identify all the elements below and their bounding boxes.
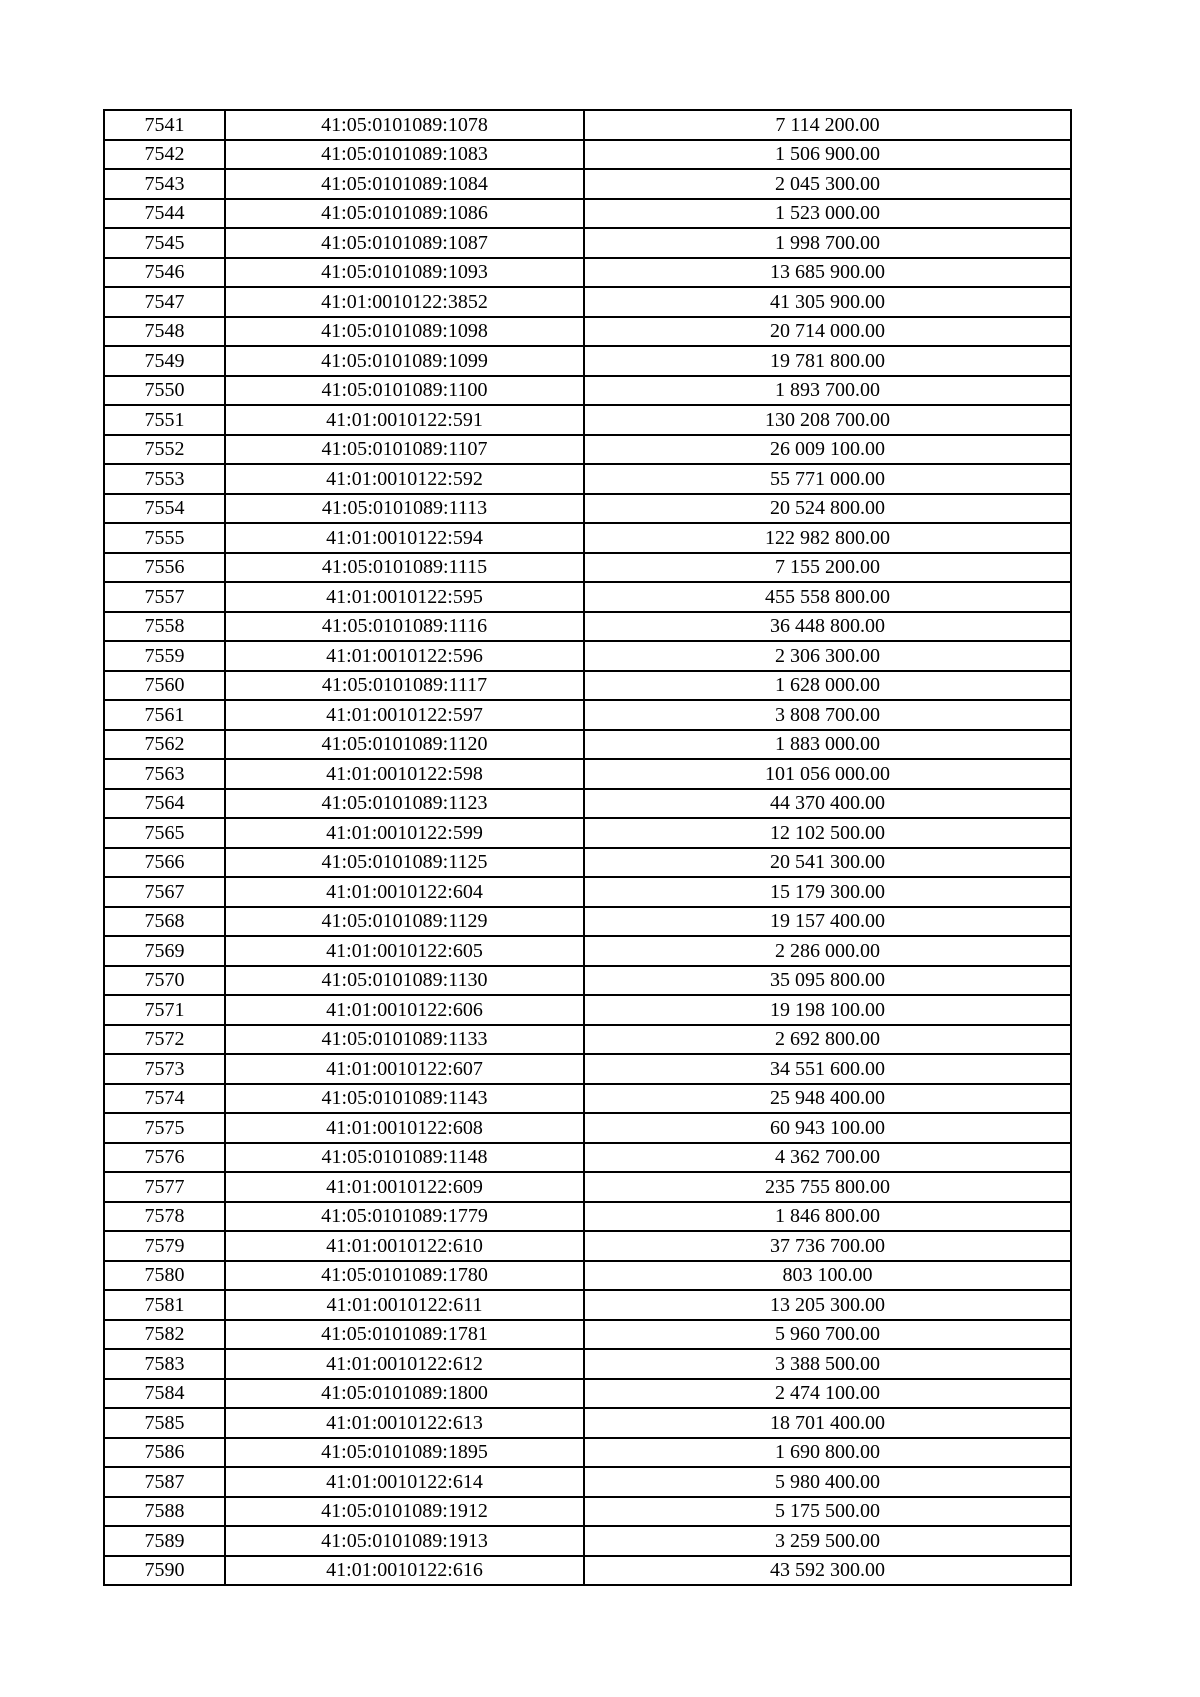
cadastral-value-cell: 35 095 800.00 [584, 966, 1071, 996]
row-number-cell: 7550 [104, 376, 225, 406]
row-number-cell: 7544 [104, 199, 225, 229]
row-number-cell: 7567 [104, 877, 225, 907]
cadastral-number-cell: 41:05:0101089:1113 [225, 494, 584, 524]
row-number-cell: 7564 [104, 789, 225, 819]
cadastral-value-cell: 1 506 900.00 [584, 140, 1071, 170]
table-row [104, 1556, 1071, 1586]
row-number-cell: 7581 [104, 1290, 225, 1320]
cadastral-number-cell: 41:01:0010122:606 [225, 995, 584, 1025]
cadastral-value-cell: 1 846 800.00 [584, 1202, 1071, 1232]
table-row [104, 1467, 1071, 1497]
row-number-cell: 7583 [104, 1349, 225, 1379]
table-row [104, 258, 1071, 288]
row-number-cell: 7569 [104, 936, 225, 966]
table-row [104, 1290, 1071, 1320]
cadastral-value-cell: 122 982 800.00 [584, 523, 1071, 553]
cadastral-number-cell: 41:05:0101089:1078 [225, 110, 584, 140]
table-row [104, 376, 1071, 406]
cadastral-number-cell: 41:01:0010122:612 [225, 1349, 584, 1379]
row-number-cell: 7576 [104, 1143, 225, 1173]
row-number-cell: 7555 [104, 523, 225, 553]
cadastral-number-cell: 41:01:0010122:609 [225, 1172, 584, 1202]
table-row [104, 169, 1071, 199]
cadastral-number-cell: 41:05:0101089:1800 [225, 1379, 584, 1409]
cadastral-value-cell: 26 009 100.00 [584, 435, 1071, 465]
row-number-cell: 7565 [104, 818, 225, 848]
table-row [104, 1143, 1071, 1173]
table-row [104, 553, 1071, 583]
table-row [104, 1113, 1071, 1143]
table-row [104, 199, 1071, 229]
row-number-cell: 7554 [104, 494, 225, 524]
cadastral-value-cell: 2 306 300.00 [584, 641, 1071, 671]
cadastral-value-cell: 34 551 600.00 [584, 1054, 1071, 1084]
cadastral-value-cell: 1 628 000.00 [584, 671, 1071, 701]
cadastral-value-cell: 5 980 400.00 [584, 1467, 1071, 1497]
cadastral-value-cell: 41 305 900.00 [584, 287, 1071, 317]
cadastral-number-cell: 41:05:0101089:1084 [225, 169, 584, 199]
cadastral-value-cell: 20 714 000.00 [584, 317, 1071, 347]
row-number-cell: 7570 [104, 966, 225, 996]
cadastral-number-cell: 41:01:0010122:607 [225, 1054, 584, 1084]
cadastral-number-cell: 41:01:0010122:599 [225, 818, 584, 848]
cadastral-value-cell: 25 948 400.00 [584, 1084, 1071, 1114]
cadastral-number-cell: 41:05:0101089:1098 [225, 317, 584, 347]
cadastral-number-cell: 41:05:0101089:1086 [225, 199, 584, 229]
cadastral-number-cell: 41:05:0101089:1133 [225, 1025, 584, 1055]
cadastral-value-cell: 130 208 700.00 [584, 405, 1071, 435]
cadastral-value-cell: 13 205 300.00 [584, 1290, 1071, 1320]
table-row [104, 1231, 1071, 1261]
cadastral-number-cell: 41:05:0101089:1100 [225, 376, 584, 406]
cadastral-value-cell: 1 523 000.00 [584, 199, 1071, 229]
table-row [104, 1379, 1071, 1409]
cadastral-number-cell: 41:05:0101089:1099 [225, 346, 584, 376]
table-row [104, 1172, 1071, 1202]
row-number-cell: 7559 [104, 641, 225, 671]
row-number-cell: 7557 [104, 582, 225, 612]
cadastral-number-cell: 41:01:0010122:608 [225, 1113, 584, 1143]
cadastral-value-cell: 55 771 000.00 [584, 464, 1071, 494]
row-number-cell: 7553 [104, 464, 225, 494]
table-row [104, 405, 1071, 435]
row-number-cell: 7560 [104, 671, 225, 701]
cadastral-value-cell: 3 808 700.00 [584, 700, 1071, 730]
cadastral-value-cell: 44 370 400.00 [584, 789, 1071, 819]
row-number-cell: 7582 [104, 1320, 225, 1350]
cadastral-number-cell: 41:01:0010122:610 [225, 1231, 584, 1261]
cadastral-number-cell: 41:05:0101089:1107 [225, 435, 584, 465]
cadastral-number-cell: 41:01:0010122:616 [225, 1556, 584, 1586]
cadastral-value-cell: 2 692 800.00 [584, 1025, 1071, 1055]
row-number-cell: 7563 [104, 759, 225, 789]
table-row [104, 110, 1071, 140]
cadastral-value-cell: 3 388 500.00 [584, 1349, 1071, 1379]
cadastral-value-cell: 13 685 900.00 [584, 258, 1071, 288]
row-number-cell: 7542 [104, 140, 225, 170]
cadastral-number-cell: 41:01:0010122:591 [225, 405, 584, 435]
table-row [104, 1438, 1071, 1468]
table-row [104, 612, 1071, 642]
row-number-cell: 7572 [104, 1025, 225, 1055]
cadastral-number-cell: 41:01:0010122:604 [225, 877, 584, 907]
cadastral-value-cell: 60 943 100.00 [584, 1113, 1071, 1143]
table-row [104, 228, 1071, 258]
cadastral-value-cell: 19 198 100.00 [584, 995, 1071, 1025]
cadastral-number-cell: 41:05:0101089:1895 [225, 1438, 584, 1468]
row-number-cell: 7574 [104, 1084, 225, 1114]
table-row [104, 1497, 1071, 1527]
table-row [104, 494, 1071, 524]
row-number-cell: 7552 [104, 435, 225, 465]
cadastral-number-cell: 41:05:0101089:1116 [225, 612, 584, 642]
table-row [104, 464, 1071, 494]
cadastral-number-cell: 41:05:0101089:1912 [225, 1497, 584, 1527]
cadastral-number-cell: 41:05:0101089:1087 [225, 228, 584, 258]
row-number-cell: 7561 [104, 700, 225, 730]
cadastral-value-cell: 1 998 700.00 [584, 228, 1071, 258]
cadastral-number-cell: 41:05:0101089:1120 [225, 730, 584, 760]
row-number-cell: 7585 [104, 1408, 225, 1438]
cadastral-value-cell: 19 157 400.00 [584, 907, 1071, 937]
table-row [104, 1408, 1071, 1438]
cadastral-value-cell: 803 100.00 [584, 1261, 1071, 1291]
cadastral-value-cell: 2 286 000.00 [584, 936, 1071, 966]
cadastral-value-cell: 37 736 700.00 [584, 1231, 1071, 1261]
row-number-cell: 7543 [104, 169, 225, 199]
table-row [104, 1320, 1071, 1350]
cadastral-number-cell: 41:01:0010122:613 [225, 1408, 584, 1438]
cadastral-number-cell: 41:05:0101089:1781 [225, 1320, 584, 1350]
cadastral-number-cell: 41:01:0010122:3852 [225, 287, 584, 317]
table-row [104, 1349, 1071, 1379]
table-row [104, 346, 1071, 376]
cadastral-value-cell: 4 362 700.00 [584, 1143, 1071, 1173]
cadastral-value-cell: 18 701 400.00 [584, 1408, 1071, 1438]
cadastral-number-cell: 41:05:0101089:1123 [225, 789, 584, 819]
table-row [104, 582, 1071, 612]
row-number-cell: 7571 [104, 995, 225, 1025]
row-number-cell: 7586 [104, 1438, 225, 1468]
row-number-cell: 7588 [104, 1497, 225, 1527]
cadastral-number-cell: 41:01:0010122:594 [225, 523, 584, 553]
cadastral-value-cell: 455 558 800.00 [584, 582, 1071, 612]
table-row [104, 730, 1071, 760]
cadastral-value-cell: 235 755 800.00 [584, 1172, 1071, 1202]
table-row [104, 671, 1071, 701]
cadastral-value-cell: 5 175 500.00 [584, 1497, 1071, 1527]
row-number-cell: 7548 [104, 317, 225, 347]
cadastral-value-cell: 2 474 100.00 [584, 1379, 1071, 1409]
row-number-cell: 7566 [104, 848, 225, 878]
row-number-cell: 7562 [104, 730, 225, 760]
table-row [104, 995, 1071, 1025]
table-row [104, 287, 1071, 317]
table-row [104, 1202, 1071, 1232]
row-number-cell: 7584 [104, 1379, 225, 1409]
table-row [104, 759, 1071, 789]
cadastral-value-cell: 15 179 300.00 [584, 877, 1071, 907]
table-row [104, 435, 1071, 465]
cadastral-number-cell: 41:05:0101089:1129 [225, 907, 584, 937]
cadastral-value-cell: 1 883 000.00 [584, 730, 1071, 760]
cadastral-number-cell: 41:05:0101089:1913 [225, 1526, 584, 1556]
cadastral-number-cell: 41:05:0101089:1130 [225, 966, 584, 996]
cadastral-value-cell: 5 960 700.00 [584, 1320, 1071, 1350]
table-row [104, 1054, 1071, 1084]
table-row [104, 317, 1071, 347]
row-number-cell: 7546 [104, 258, 225, 288]
cadastral-number-cell: 41:05:0101089:1780 [225, 1261, 584, 1291]
cadastral-number-cell: 41:01:0010122:598 [225, 759, 584, 789]
table-row [104, 907, 1071, 937]
row-number-cell: 7580 [104, 1261, 225, 1291]
table-row [104, 523, 1071, 553]
row-number-cell: 7547 [104, 287, 225, 317]
cadastral-number-cell: 41:01:0010122:596 [225, 641, 584, 671]
cadastral-number-cell: 41:01:0010122:597 [225, 700, 584, 730]
row-number-cell: 7549 [104, 346, 225, 376]
row-number-cell: 7577 [104, 1172, 225, 1202]
cadastral-value-cell: 101 056 000.00 [584, 759, 1071, 789]
table-row [104, 1261, 1071, 1291]
row-number-cell: 7589 [104, 1526, 225, 1556]
cadastral-number-cell: 41:05:0101089:1115 [225, 553, 584, 583]
cadastral-value-cell: 7 114 200.00 [584, 110, 1071, 140]
row-number-cell: 7579 [104, 1231, 225, 1261]
cadastral-value-table [103, 109, 1072, 1586]
row-number-cell: 7551 [104, 405, 225, 435]
cadastral-number-cell: 41:01:0010122:592 [225, 464, 584, 494]
row-number-cell: 7568 [104, 907, 225, 937]
table-row [104, 140, 1071, 170]
cadastral-number-cell: 41:01:0010122:605 [225, 936, 584, 966]
row-number-cell: 7573 [104, 1054, 225, 1084]
row-number-cell: 7558 [104, 612, 225, 642]
cadastral-value-cell: 36 448 800.00 [584, 612, 1071, 642]
row-number-cell: 7545 [104, 228, 225, 258]
cadastral-value-cell: 20 541 300.00 [584, 848, 1071, 878]
table-row [104, 1084, 1071, 1114]
table-row [104, 818, 1071, 848]
cadastral-value-cell: 19 781 800.00 [584, 346, 1071, 376]
table-body [104, 110, 1071, 1585]
table-row [104, 848, 1071, 878]
cadastral-number-cell: 41:01:0010122:611 [225, 1290, 584, 1320]
cadastral-value-cell: 43 592 300.00 [584, 1556, 1071, 1586]
row-number-cell: 7556 [104, 553, 225, 583]
table-row [104, 700, 1071, 730]
cadastral-value-cell: 20 524 800.00 [584, 494, 1071, 524]
cadastral-number-cell: 41:05:0101089:1779 [225, 1202, 584, 1232]
table-row [104, 936, 1071, 966]
cadastral-value-cell: 1 690 800.00 [584, 1438, 1071, 1468]
table-row [104, 877, 1071, 907]
cadastral-number-cell: 41:01:0010122:595 [225, 582, 584, 612]
table-row [104, 641, 1071, 671]
cadastral-number-cell: 41:05:0101089:1148 [225, 1143, 584, 1173]
cadastral-value-cell: 7 155 200.00 [584, 553, 1071, 583]
table-row [104, 789, 1071, 819]
row-number-cell: 7578 [104, 1202, 225, 1232]
table-row [104, 966, 1071, 996]
cadastral-value-cell: 3 259 500.00 [584, 1526, 1071, 1556]
cadastral-number-cell: 41:05:0101089:1117 [225, 671, 584, 701]
table-row [104, 1025, 1071, 1055]
cadastral-value-cell: 1 893 700.00 [584, 376, 1071, 406]
cadastral-value-cell: 12 102 500.00 [584, 818, 1071, 848]
cadastral-value-cell: 2 045 300.00 [584, 169, 1071, 199]
row-number-cell: 7575 [104, 1113, 225, 1143]
cadastral-number-cell: 41:01:0010122:614 [225, 1467, 584, 1497]
row-number-cell: 7587 [104, 1467, 225, 1497]
cadastral-number-cell: 41:05:0101089:1083 [225, 140, 584, 170]
cadastral-number-cell: 41:05:0101089:1093 [225, 258, 584, 288]
table-row [104, 1526, 1071, 1556]
row-number-cell: 7541 [104, 110, 225, 140]
cadastral-number-cell: 41:05:0101089:1125 [225, 848, 584, 878]
row-number-cell: 7590 [104, 1556, 225, 1586]
cadastral-number-cell: 41:05:0101089:1143 [225, 1084, 584, 1114]
